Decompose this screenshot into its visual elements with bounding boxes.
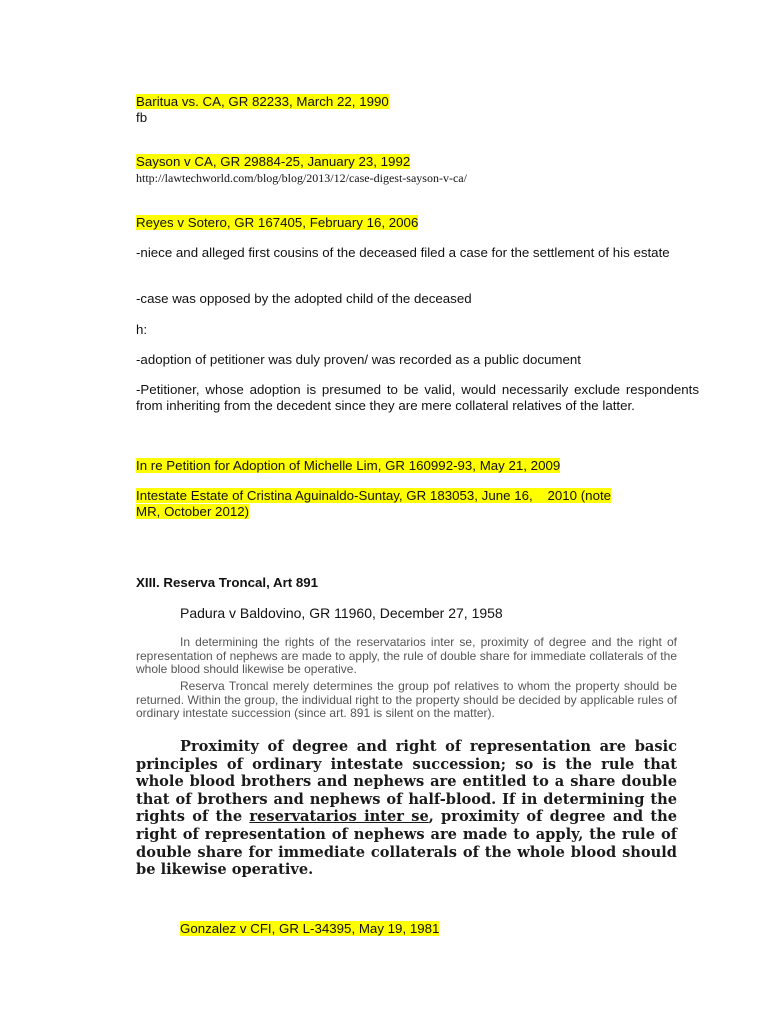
quote-text-after: , proximity of degree and the right of representation of nephews are made to apply, the rule of double share for immediate collaterals of the whole blood should be likewise operative.: [136, 808, 677, 879]
case-citation-reyes: Reyes v Sotero, GR 167405, February 16, 2006: [136, 215, 419, 230]
case-digest-url: http://lawtechworld.com/blog/blog/2013/12/case-digest-sayson-v-ca/: [136, 171, 467, 185]
case-citation-padura: Padura v Baldovino, GR 11960, December 27, 1958: [180, 605, 503, 621]
padura-summary: In determining the rights of the reservatarios inter se, proximity of degree and the right of representation of nephews are made to apply, the rule of double share for immediate collaterals of the whole blood should likewise be operative.: [136, 635, 677, 677]
reyes-note-opposition: -case was opposed by the adopted child of the deceased: [136, 291, 472, 306]
padura-quoted-ruling: [136, 738, 677, 879]
case-citation-sayson: Sayson v CA, GR 29884-25, January 23, 1992: [136, 154, 411, 169]
case-citation-suntay: Intestate Estate of Cristina Aguinaldo-Suntay, GR 183053, June 16, 2010 (note: [136, 488, 612, 503]
reyes-note-facts: -niece and alleged first cousins of the deceased filed a case for the settlement of his estate: [136, 245, 670, 260]
reyes-note-held: h:: [136, 322, 148, 337]
case-note-fb: fb: [136, 110, 148, 125]
section-heading: XIII. Reserva Troncal, Art 891: [136, 575, 319, 590]
case-citation-lim: In re Petition for Adoption of Michelle Lim, GR 160992-93, May 21, 2009: [136, 458, 561, 473]
quote-text-before: Proximity of degree and right of representation are basic principles of ordinary intestate succession; so is the rule that whole blood brothers and nephews are entitled to a share double that of brothers and nephews of half-blood. If in determining the rights of the: [136, 738, 677, 826]
case-citation-suntay-cont: MR, October 2012): [136, 504, 250, 519]
case-citation-baritua: Baritua vs. CA, GR 82233, March 22, 1990: [136, 94, 389, 109]
quote-underlined-term: reservatarios inter se: [249, 808, 429, 826]
reserva-troncal-note: Reserva Troncal merely determines the group pof relatives to whom the property should be returned. Within the group, the individual right to the property should be decided by applicable rules of ordinary intestate succession (since art. 891 is silent on the matter).: [136, 679, 677, 721]
reyes-note-ruling: -Petitioner, whose adoption is presumed to be valid, would necessarily exclude respondents from inheriting from the decedent since they are mere collateral relatives of the latter.: [136, 382, 699, 413]
case-citation-gonzalez: Gonzalez v CFI, GR L-34395, May 19, 1981: [180, 921, 440, 936]
reyes-note-adoption: -adoption of petitioner was duly proven/ was recorded as a public document: [136, 352, 581, 367]
